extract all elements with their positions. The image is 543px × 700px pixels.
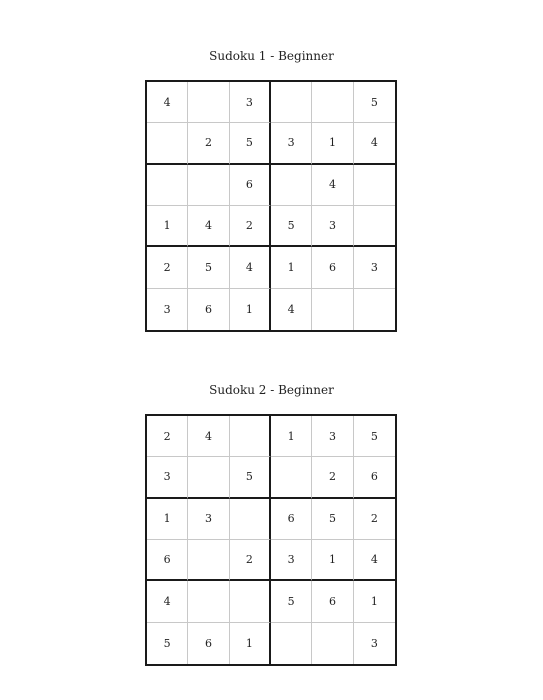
given-cell[interactable]: 1: [312, 123, 353, 164]
given-cell[interactable]: 2: [230, 206, 271, 247]
given-cell[interactable]: 3: [188, 499, 229, 540]
given-cell[interactable]: 3: [312, 206, 353, 247]
given-cell[interactable]: 3: [147, 457, 188, 498]
given-cell[interactable]: 6: [188, 623, 229, 664]
empty-cell[interactable]: [230, 581, 271, 622]
given-cell[interactable]: 6: [312, 247, 353, 288]
given-cell[interactable]: 2: [312, 457, 353, 498]
given-cell[interactable]: 5: [147, 623, 188, 664]
given-cell[interactable]: 5: [354, 416, 395, 457]
given-cell[interactable]: 2: [354, 499, 395, 540]
given-cell[interactable]: 4: [147, 82, 188, 123]
empty-cell[interactable]: [354, 165, 395, 206]
given-cell[interactable]: 3: [370, 636, 378, 650]
given-cell[interactable]: 1: [271, 416, 312, 457]
given-cell[interactable]: 5: [271, 581, 312, 622]
given-cell[interactable]: 1: [147, 499, 188, 540]
empty-cell[interactable]: [147, 165, 188, 206]
empty-cell[interactable]: [354, 289, 395, 330]
given-cell[interactable]: 5: [354, 82, 395, 123]
given-cell[interactable]: 5: [271, 206, 312, 247]
given-cell[interactable]: 4: [312, 165, 353, 206]
given-cell[interactable]: 4: [354, 540, 395, 581]
given-cell[interactable]: 5: [312, 499, 353, 540]
given-cell[interactable]: 5: [188, 247, 229, 288]
given-cell[interactable]: 6: [312, 581, 353, 622]
given-cell[interactable]: 4: [147, 581, 188, 622]
sudoku-grid: [145, 80, 397, 332]
empty-cell[interactable]: [188, 457, 229, 498]
empty-cell[interactable]: [188, 540, 229, 581]
given-cell[interactable]: 6: [147, 540, 188, 581]
given-cell[interactable]: 4: [230, 247, 271, 288]
given-cell[interactable]: 4: [188, 416, 229, 457]
given-cell[interactable]: 1: [354, 581, 395, 622]
given-cell[interactable]: 2: [188, 123, 229, 164]
given-cell[interactable]: 4: [271, 289, 312, 330]
empty-cell[interactable]: [188, 165, 229, 206]
given-cell[interactable]: 3: [354, 247, 395, 288]
puzzle-title: Sudoku 1 - Beginner: [209, 49, 334, 63]
empty-cell[interactable]: [312, 623, 353, 664]
given-cell[interactable]: 4: [188, 206, 229, 247]
empty-cell[interactable]: [271, 165, 312, 206]
given-cell[interactable]: 4: [354, 123, 395, 164]
empty-cell[interactable]: [271, 623, 312, 664]
given-cell[interactable]: 1: [230, 623, 271, 664]
given-cell[interactable]: 6: [354, 457, 395, 498]
empty-cell[interactable]: [188, 581, 229, 622]
given-cell[interactable]: 1: [312, 540, 353, 581]
given-cell[interactable]: 2: [147, 416, 188, 457]
given-cell[interactable]: 6: [271, 499, 312, 540]
empty-cell[interactable]: [147, 123, 188, 164]
given-cell[interactable]: 1: [230, 289, 271, 330]
given-cell[interactable]: 3: [147, 289, 188, 330]
given-cell[interactable]: 3: [271, 540, 312, 581]
empty-cell[interactable]: [312, 289, 353, 330]
sudoku-grid: [145, 414, 397, 666]
empty-cell[interactable]: [354, 206, 395, 247]
empty-cell[interactable]: [188, 82, 229, 123]
empty-cell[interactable]: [271, 82, 312, 123]
given-cell[interactable]: 1: [147, 206, 188, 247]
given-cell[interactable]: 5: [230, 457, 271, 498]
empty-cell[interactable]: [230, 499, 271, 540]
given-cell[interactable]: 2: [147, 247, 188, 288]
given-cell[interactable]: 3: [312, 416, 353, 457]
puzzle-title: Sudoku 2 - Beginner: [209, 383, 334, 397]
given-cell[interactable]: 3: [271, 123, 312, 164]
given-cell[interactable]: 5: [230, 123, 271, 164]
given-cell[interactable]: 6: [188, 289, 229, 330]
empty-cell[interactable]: [230, 416, 271, 457]
empty-cell[interactable]: [271, 457, 312, 498]
given-cell[interactable]: 2: [230, 540, 271, 581]
empty-cell[interactable]: [312, 82, 353, 123]
given-cell[interactable]: 1: [271, 247, 312, 288]
given-cell[interactable]: 3: [230, 82, 271, 123]
given-cell[interactable]: 6: [230, 165, 271, 206]
